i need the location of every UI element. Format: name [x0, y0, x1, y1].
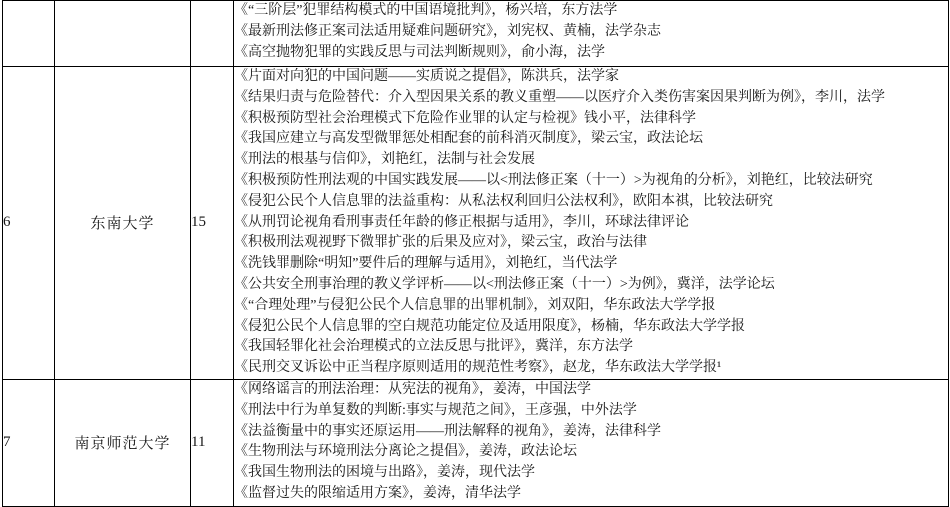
publication-item: 《法益衡量中的事实还原运用——刑法解释的视角》，姜涛，法律科学: [234, 423, 661, 439]
publication-item: 《最新刑法修正案司法适用疑难问题研究》，刘宪权、黄楠，法学杂志: [234, 23, 661, 39]
publications-cell: [234, 379, 949, 506]
publication-item: 《“合理处理”与侵犯公民个人信息罪的出罪机制》，刘双阳，华东政法大学学报: [234, 297, 716, 313]
publication-item: 《刑法中行为单复数的判断:事实与规范之间》，王彦强，中外法学: [234, 402, 637, 418]
publication-item: 《民刑交叉诉讼中正当程序原则适用的规范性考察》，赵龙，华东政法大学学报¹: [234, 360, 722, 376]
publication-item: 《网络谣言的刑法治理：从宪法的视角》，姜涛，中国法学: [234, 381, 591, 397]
index-cell: [3, 1, 55, 67]
publication-item: 《从刑罚论视角看刑事责任年龄的修正根据与适用》，李川，环球法律评论: [234, 214, 689, 230]
publication-item: 《我国轻罪化社会治理模式的立法反思与批评》，冀洋，东方法学: [234, 339, 633, 355]
publication-item: 《结果归责与危险替代：介入型因果关系的教义重塑——以医疗介入类伤害案因果判断为例》，李川，法学: [234, 89, 885, 105]
publication-item: 《积极刑法观视野下微罪扩张的后果及应对》，梁云宝，政治与法律: [234, 235, 647, 251]
publication-item: 《监督过失的限缩适用方案》，姜涛，清华法学: [234, 485, 521, 501]
publication-item: 《侵犯公民个人信息罪的法益重构：从私法权利回归公法权利》，欧阳本祺，比较法研究: [234, 193, 773, 209]
index-cell: 7: [3, 379, 55, 506]
table-row-partial: [3, 1, 949, 67]
publication-item: 《高空抛物犯罪的实践反思与司法判断规则》，俞小海，法学: [234, 44, 605, 60]
publication-item: 《积极预防型社会治理模式下危险作业罪的认定与检视》钱小平，法律科学: [234, 110, 696, 126]
count-cell: [191, 1, 234, 67]
table-row-6: [3, 67, 949, 380]
publications-cell: [234, 67, 949, 380]
university-cell: 南京师范大学: [55, 379, 191, 506]
publication-item: 《积极预防性刑法观的中国实践发展——以<刑法修正案（十一）>为视角的分析》，刘艳红，比较法研究: [234, 172, 873, 188]
university-cell: [55, 1, 191, 67]
publications-cell: [234, 1, 949, 67]
publication-item: 《片面对向犯的中国问题——实质说之提倡》，陈洪兵，法学家: [234, 69, 619, 84]
count-cell: 11: [191, 379, 234, 506]
publication-item: 《公共安全刑事治理的教义学评析——以<刑法修正案（十一）>为例》，冀洋，法学论坛: [234, 276, 775, 292]
university-cell: 东南大学: [55, 67, 191, 380]
publication-item: 《“三阶层”犯罪结构模式的中国语境批判》，杨兴培，东方法学: [234, 3, 618, 18]
university-publications-table: [2, 0, 949, 507]
publication-item: 《我国应建立与高发型微罪惩处相配套的前科消灭制度》，梁云宝，政法论坛: [234, 131, 703, 147]
publication-item: 《刑法的根基与信仰》，刘艳红，法制与社会发展: [234, 152, 535, 168]
count-cell: 15: [191, 67, 234, 380]
table-row-7: [3, 379, 949, 506]
publication-item: 《洗钱罪删除“明知”要件后的理解与适用》，刘艳红，当代法学: [234, 256, 618, 272]
publication-item: 《生物刑法与环境刑法分离论之提倡》，姜涛，政法论坛: [234, 444, 577, 460]
index-cell: 6: [3, 67, 55, 380]
publication-item: 《侵犯公民个人信息罪的空白规范功能定位及适用限度》，杨楠，华东政法大学学报: [234, 318, 745, 334]
publication-item: 《我国生物刑法的困境与出路》，姜涛，现代法学: [234, 465, 535, 481]
